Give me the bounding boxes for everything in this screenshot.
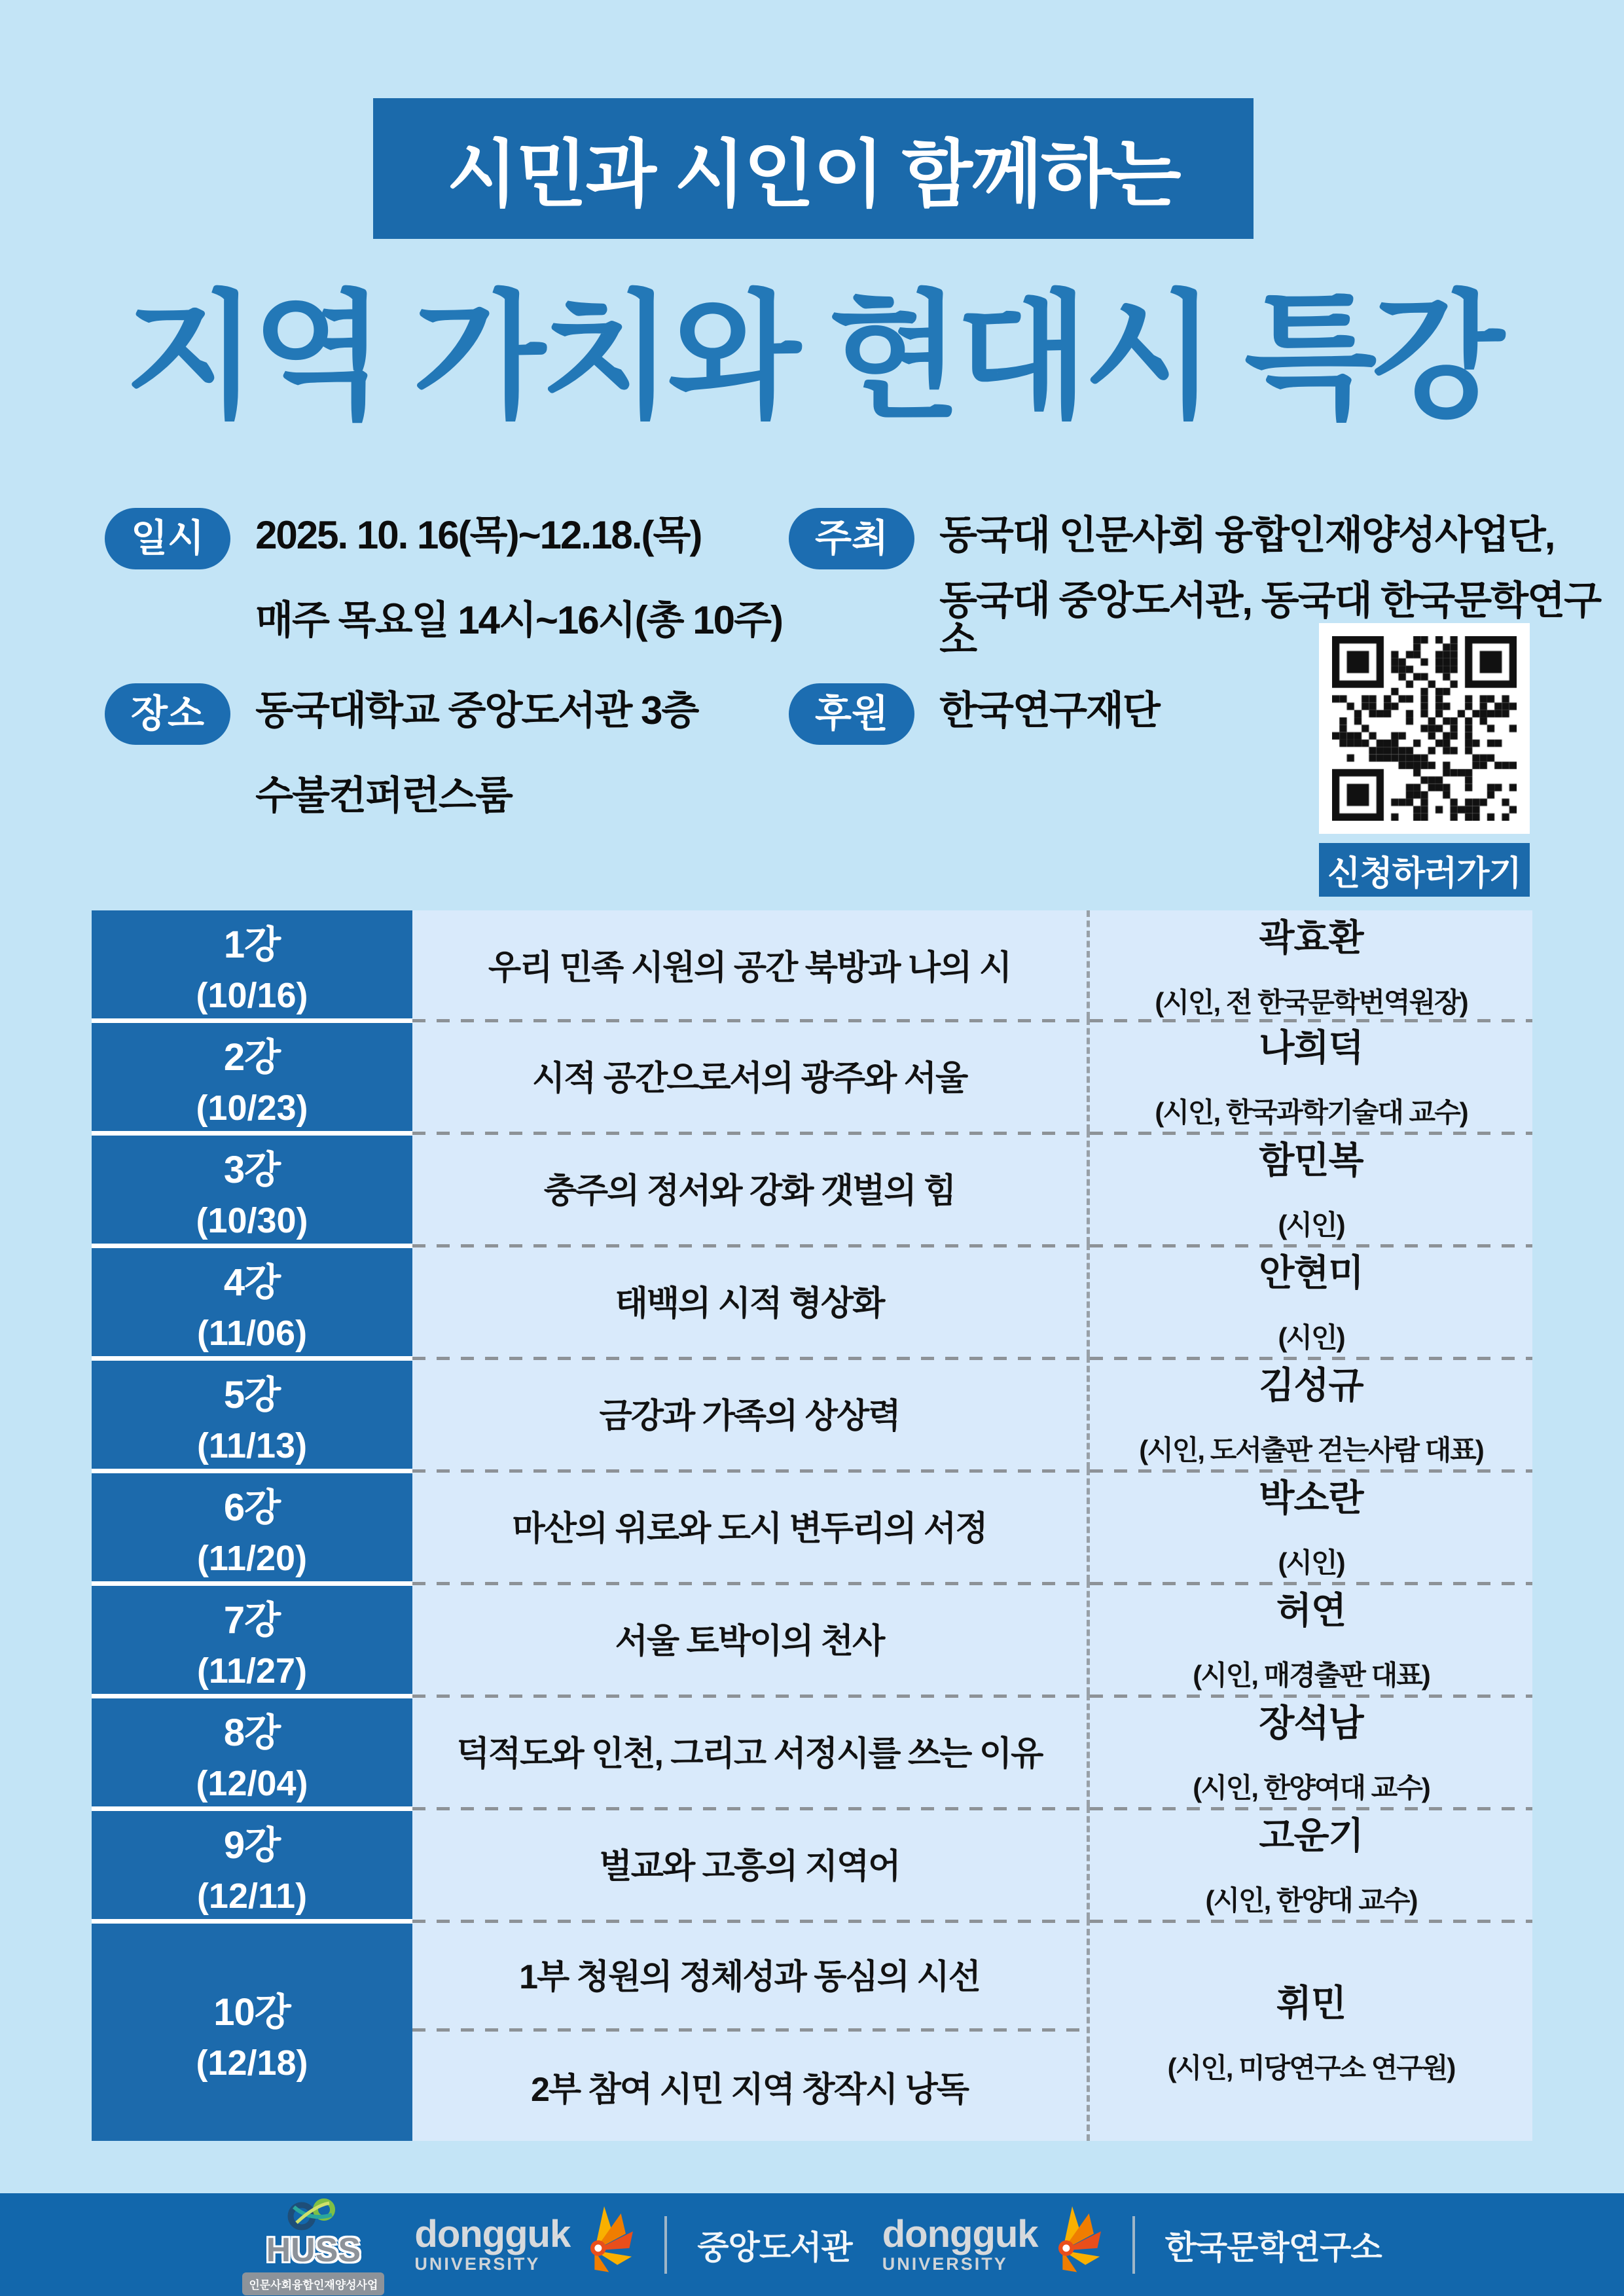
- datetime-badge: 일시: [105, 508, 230, 569]
- speaker-affiliation: (시인, 한국과학기술대 교수): [1155, 1097, 1468, 1128]
- schedule-table: [92, 910, 1532, 2141]
- sponsor-badge: 후원: [789, 683, 914, 745]
- schedule-row: [92, 1244, 1532, 1356]
- session-number: 10강: [213, 1991, 291, 2034]
- host-line1: 동국대 인문사회 융합인재양성사업단,: [939, 512, 1555, 557]
- sponsor-text: [939, 679, 1159, 742]
- topic-cell: 벌교와 고흥의 지역어: [412, 1806, 1087, 1919]
- speaker-cell: [1087, 1806, 1532, 1919]
- speaker-name: 안현미: [1259, 1252, 1363, 1293]
- session-number: 1강: [223, 923, 281, 966]
- session-cell: [92, 1244, 412, 1356]
- footer-divider: [664, 2216, 667, 2274]
- huss-infinity-icon: [274, 2194, 353, 2232]
- session-date: (11/13): [196, 1426, 308, 1465]
- host-badge: 주최: [789, 508, 914, 569]
- venue-badge: 장소: [105, 683, 230, 745]
- session-number: 5강: [223, 1373, 281, 1416]
- footer-divider: [1132, 2216, 1135, 2274]
- schedule-row: [92, 1694, 1532, 1806]
- topic-cell: 서울 토박이의 천사: [412, 1581, 1087, 1694]
- topic-cell: 우리 민족 시원의 공간 북방과 나의 시: [412, 910, 1087, 1018]
- session-date: (10/23): [196, 1088, 308, 1128]
- speaker-affiliation: (시인, 미당연구소 연구원): [1167, 2052, 1455, 2083]
- library-label: 중앙도서관: [697, 2229, 852, 2266]
- session-cell: [92, 910, 412, 1018]
- host-line2: 동국대 중앙도서관, 동국대 한국문학연구소: [939, 578, 1601, 662]
- info-venue: [105, 679, 698, 827]
- session-date: (12/04): [196, 1763, 308, 1803]
- session-cell: [92, 1469, 412, 1581]
- session-number: 3강: [223, 1148, 281, 1191]
- session-date: (11/20): [196, 1538, 308, 1578]
- session-date: (10/16): [196, 975, 308, 1015]
- huss-logo: [242, 2194, 384, 2295]
- dongguk-logo-text: [414, 2213, 571, 2274]
- speaker-cell: [1087, 1694, 1532, 1806]
- session-date: (11/06): [196, 1313, 308, 1353]
- datetime-text: [255, 504, 782, 651]
- dongguk-university-logo: [414, 2214, 634, 2276]
- schedule-row-final: [92, 1919, 1532, 2141]
- speaker-affiliation: (시인, 전 한국문학번역원장): [1155, 986, 1468, 1018]
- datetime-line2: 매주 목요일 14시~16시(총 10주): [255, 598, 782, 642]
- speaker-name: 박소란: [1259, 1477, 1363, 1518]
- speaker-name: 함민복: [1259, 1139, 1363, 1181]
- datetime-line1: 2025. 10. 16(목)~12.18.(목): [255, 512, 702, 557]
- session-cell: [92, 1131, 412, 1244]
- session-cell: [92, 1694, 412, 1806]
- topic-cell: 마산의 위로와 도시 변두리의 서정: [412, 1469, 1087, 1581]
- institute-label: 한국문학연구소: [1164, 2229, 1382, 2266]
- venue-line2: 수불컨퍼런스룸: [255, 773, 512, 817]
- topic-part1: 1부 청원의 정체성과 동심의 시선: [519, 1958, 980, 1996]
- session-cell: [92, 1356, 412, 1469]
- topic-cell: 시적 공간으로서의 광주와 서울: [412, 1018, 1087, 1131]
- session-number: 7강: [223, 1598, 281, 1641]
- session-number: 8강: [223, 1711, 281, 1754]
- speaker-affiliation: (시인, 도서출판 걷는사람 대표): [1139, 1435, 1483, 1465]
- speaker-cell: [1087, 910, 1532, 1018]
- huss-subtitle: 인문사회융합인재양성사업: [242, 2272, 384, 2295]
- session-number: 4강: [223, 1261, 281, 1304]
- schedule-row: [92, 1806, 1532, 1919]
- huss-name: HUSS: [266, 2231, 361, 2269]
- schedule-row: [92, 1018, 1532, 1131]
- session-number: 6강: [223, 1486, 281, 1529]
- session-date: (12/18): [196, 2043, 308, 2083]
- speaker-affiliation: (시인, 한양대 교수): [1205, 1885, 1417, 1916]
- topic-cell-stack: [412, 1919, 1087, 2141]
- eyebrow-text: 시민과 시인이 함께하는: [446, 134, 1180, 215]
- speaker-cell: [1087, 1919, 1532, 2141]
- speaker-name: 고운기: [1259, 1815, 1363, 1856]
- venue-text: [255, 679, 698, 827]
- speaker-affiliation: (시인): [1278, 1210, 1344, 1240]
- speaker-name: 곽효환: [1259, 916, 1363, 958]
- session-date: (10/30): [196, 1200, 308, 1240]
- schedule-row: [92, 1356, 1532, 1469]
- dongguk-flower-icon: [1042, 2205, 1102, 2276]
- speaker-affiliation: (시인, 한양여대 교수): [1193, 1772, 1430, 1803]
- page-title: 지역 가치와 현대시 특강: [124, 280, 1500, 434]
- dongguk-university-label: UNIVERSITY: [414, 2254, 541, 2274]
- footer-logo-band: [0, 2193, 1624, 2296]
- session-cell: [92, 1806, 412, 1919]
- speaker-name: 휘민: [1276, 1982, 1346, 2024]
- sponsor-line1: 한국연구재단: [939, 688, 1159, 732]
- speaker-name: 허연: [1276, 1590, 1346, 1631]
- dongguk-flower-icon: [574, 2205, 634, 2276]
- dongguk-wordmark: dongguk: [414, 2213, 571, 2256]
- session-date: (11/27): [196, 1651, 308, 1691]
- info-sponsor: [789, 679, 1159, 745]
- signup-button[interactable]: 신청하러가기: [1319, 843, 1530, 897]
- dongguk-university-logo: [882, 2214, 1102, 2276]
- eyebrow-banner: [373, 98, 1254, 239]
- schedule-row: [92, 910, 1532, 1018]
- session-cell: [92, 1581, 412, 1694]
- speaker-affiliation: (시인, 매경출판 대표): [1193, 1660, 1430, 1691]
- speaker-name: 장석남: [1259, 1702, 1363, 1744]
- speaker-cell: [1087, 1018, 1532, 1131]
- venue-line1: 동국대학교 중앙도서관 3층: [255, 688, 698, 732]
- qr-code-canvas[interactable]: [1332, 636, 1517, 821]
- dongguk-logo-text: [882, 2213, 1038, 2274]
- speaker-affiliation: (시인): [1278, 1322, 1344, 1353]
- speaker-cell: [1087, 1131, 1532, 1244]
- dongguk-university-label: UNIVERSITY: [882, 2254, 1008, 2274]
- topic-cell: 태백의 시적 형상화: [412, 1244, 1087, 1356]
- speaker-name: 나희덕: [1259, 1027, 1363, 1068]
- speaker-cell: [1087, 1581, 1532, 1694]
- topic-cell: 덕적도와 인천, 그리고 서정시를 쓰는 이유: [412, 1694, 1087, 1806]
- session-number: 9강: [223, 1823, 281, 1867]
- schedule-row: [92, 1469, 1532, 1581]
- topic-part2: 2부 참여 시민 지역 창작시 낭독: [531, 2071, 968, 2109]
- session-number: 2강: [223, 1035, 281, 1079]
- speaker-affiliation: (시인): [1278, 1547, 1344, 1578]
- dongguk-wordmark: dongguk: [882, 2213, 1038, 2256]
- session-cell: [92, 1018, 412, 1131]
- topic-cell: 충주의 정서와 강화 갯벌의 힘: [412, 1131, 1087, 1244]
- session-cell: [92, 1919, 412, 2141]
- speaker-name: 김성규: [1259, 1365, 1363, 1406]
- speaker-cell: [1087, 1469, 1532, 1581]
- speaker-cell: [1087, 1244, 1532, 1356]
- schedule-row: [92, 1131, 1532, 1244]
- info-datetime: [105, 504, 782, 651]
- topic-cell: 금강과 가족의 상상력: [412, 1356, 1087, 1469]
- session-date: (12/11): [196, 1876, 308, 1916]
- speaker-cell: [1087, 1356, 1532, 1469]
- schedule-row: [92, 1581, 1532, 1694]
- qr-code[interactable]: [1319, 623, 1530, 834]
